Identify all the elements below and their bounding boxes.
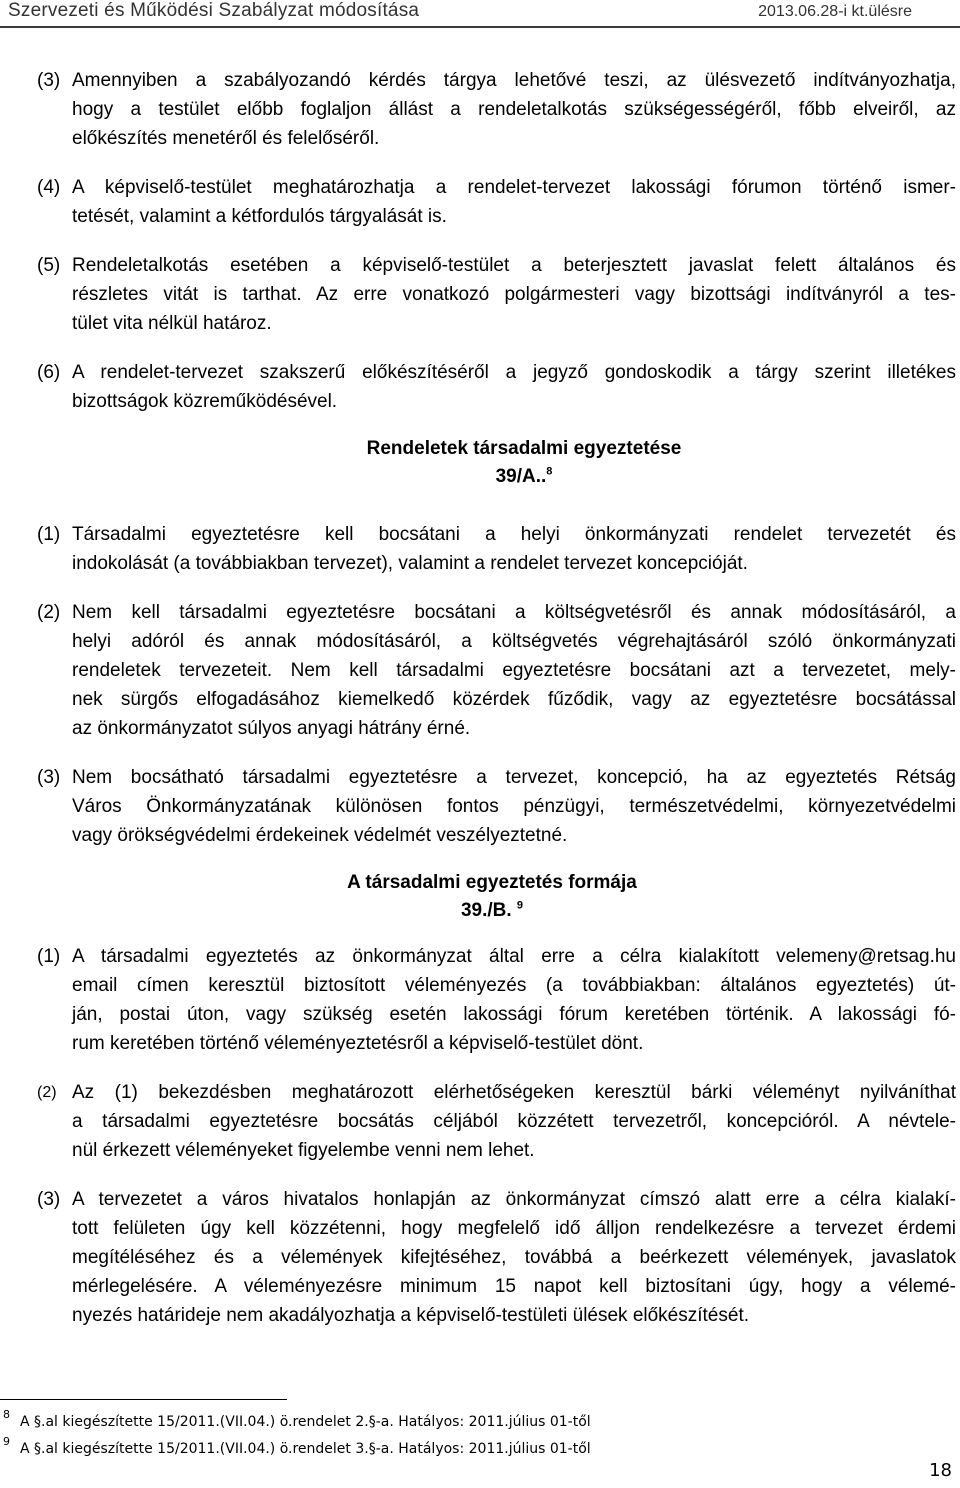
paragraph-number: (1)	[37, 946, 61, 967]
text-line: nül érkezett véleményeket figyelembe venni nem lehet.	[72, 1140, 535, 1161]
footnote-ref: 8	[546, 465, 553, 478]
text-line: bizottságok közreműködésével.	[72, 391, 338, 412]
document-body	[0, 66, 960, 1330]
footnote-text: A §.al kiegészítette 15/2011.(VII.04.) ö.rendelet 2.§-a. Hatályos: 2011.július 01-től	[20, 1414, 591, 1430]
text-line: A tervezetet a város hivatalos honlapján az önkormányzat címszó alatt erre a célra kialakí-	[72, 1189, 956, 1210]
page-header	[0, 0, 960, 26]
text-line: A rendelet-tervezet szakszerű előkészítéséről a jegyző gondoskodik a tárgy szerint illetékes	[72, 362, 956, 383]
text-line: nyezés határideje nem akadályozhatja a képviselő-testületi ülések előkészítését.	[72, 1305, 749, 1326]
text-line: Társadalmi egyeztetésre kell bocsátani a helyi önkormányzati rendelet tervezetét és	[72, 524, 956, 545]
footnote-text: A §.al kiegészítette 15/2011.(VII.04.) ö.rendelet 3.§-a. Hatályos: 2011.július 01-től	[20, 1441, 591, 1457]
paragraph-2b	[0, 1078, 960, 1165]
section-number-text: 39/A..	[495, 466, 547, 487]
paragraph-3c	[0, 1185, 960, 1330]
footnote-ref: 9	[516, 899, 524, 912]
footnote-number: 8	[3, 1408, 10, 1421]
footnote-rule	[0, 1399, 287, 1400]
paragraph-6	[0, 358, 960, 416]
section-number	[0, 464, 960, 490]
text-line: Nem kell társadalmi egyeztetésre bocsátani a költségvetésről és annak módosításáról, a	[72, 602, 956, 623]
text-line: ján, postai úton, vagy szükség esetén lakossági fórum keretében történik. A lakossági fó-	[72, 1004, 956, 1025]
section-number	[0, 898, 960, 924]
page-number: 18	[929, 1460, 952, 1481]
text-line: tott felületen úgy kell közzétenni, hogy megfelelő idő álljon rendelkezésre a tervezet érdemi	[72, 1218, 956, 1239]
text-line: mérlegelésére. A véleményezésre minimum 15 napot kell biztosítani úgy, hogy a vélemé-	[72, 1276, 956, 1297]
section-number-text: 39./B.	[460, 900, 512, 921]
text-line: Amennyiben a szabályozandó kérdés tárgya lehetővé teszi, az ülésvezető indítványozhatja,	[72, 70, 956, 91]
paragraph-number: (3)	[37, 767, 61, 788]
text-line: hogy a testület előbb foglaljon állást a rendeletalkotás szükségességéről, főbb elveiről, az	[72, 99, 956, 120]
text-line: A társadalmi egyeztetés az önkormányzat által erre a célra kialakított velemeny@retsag.hu	[72, 946, 956, 967]
text-line: előkészítés menetéről és felelőséről.	[72, 128, 380, 149]
section-title: Rendeletek társadalmi egyeztetése	[366, 438, 682, 459]
paragraph-1b	[0, 942, 960, 1058]
text-line: megítéléséhez és a vélemények kifejtéséhez, továbbá a beérkezett vélemények, javaslatok	[72, 1247, 956, 1268]
text-line: az önkormányzatot súlyos anyagi hátrány érné.	[72, 718, 471, 739]
paragraph-number: (2)	[37, 602, 61, 623]
paragraph-1	[0, 520, 960, 578]
paragraph-2	[0, 598, 960, 743]
text-line: indokolását (a továbbiakban tervezet), valamint a rendelet tervezet koncepcióját.	[72, 553, 748, 574]
paragraph-number: (5)	[37, 255, 61, 276]
paragraph-number: (1)	[37, 524, 61, 545]
paragraph-number: (3)	[37, 70, 61, 91]
text-line: tetését, valamint a kétfordulós tárgyalását is.	[72, 206, 447, 227]
paragraph-3b	[0, 763, 960, 850]
text-line: a társadalmi egyeztetésre bocsátás céljából közzétett tervezetről, koncepcióról. A névtele-	[72, 1111, 956, 1132]
text-line: tület vita nélkül határoz.	[72, 313, 272, 334]
text-line: Város Önkormányzatának különösen fontos pénzügyi, természetvédelmi, környezetvédelmi	[72, 796, 956, 817]
paragraph-number: (3)	[37, 1189, 61, 1210]
text-line: vagy örökségvédelmi érdekeinek védelmét veszélyeztetné.	[72, 825, 568, 846]
header-date: 2013.06.28-i kt.ülésre	[758, 3, 912, 20]
paragraph-number: (6)	[37, 362, 61, 383]
text-line: Nem bocsátható társadalmi egyeztetésre a tervezet, koncepció, ha az egyeztetés Rétság	[72, 767, 956, 788]
text-line: rendeletek tervezeteit. Nem kell társadalmi egyeztetésre bocsátani azt a tervezetet, mely-	[72, 660, 956, 681]
header-title: Szervezeti és Működési Szabályzat módosítása	[8, 0, 420, 21]
text-line: Az (1) bekezdésben meghatározott elérhetőségeken keresztül bárki véleményt nyilváníthat	[72, 1082, 956, 1103]
paragraph-number: (4)	[37, 177, 61, 198]
paragraph-5	[0, 251, 960, 338]
text-line: A képviselő-testület meghatározhatja a rendelet-tervezet lakossági fórumon történő ismer-	[72, 177, 956, 198]
paragraph-4	[0, 173, 960, 231]
footnote-number: 9	[3, 1435, 10, 1448]
text-line: Rendeletalkotás esetében a képviselő-testület a beterjesztett javaslat felett általános és	[72, 255, 956, 276]
paragraph-number: (2)	[37, 1084, 57, 1101]
text-line: nek sürgős elfogadásához kiemelkedő közérdek fűződik, vagy az egyeztetésre bocsátással	[72, 689, 956, 710]
text-line: helyi adóról és annak módosításáról, a költségvetés végrehajtásáról szóló önkormányzati	[72, 631, 956, 652]
text-line: rum keretében történő véleményeztetésről a képviselő-testület dönt.	[72, 1033, 644, 1054]
text-line: részletes vitát is tarthat. Az erre vonatkozó polgármesteri vagy bizottsági indítványról a tes-	[72, 284, 956, 305]
section-title: A társadalmi egyeztetés formája	[347, 872, 637, 893]
header-rule	[0, 26, 960, 28]
paragraph-3	[0, 66, 960, 153]
text-line: email címen keresztül biztosított véleményezés (a továbbiakban: általános egyeztetés) út-	[72, 975, 956, 996]
